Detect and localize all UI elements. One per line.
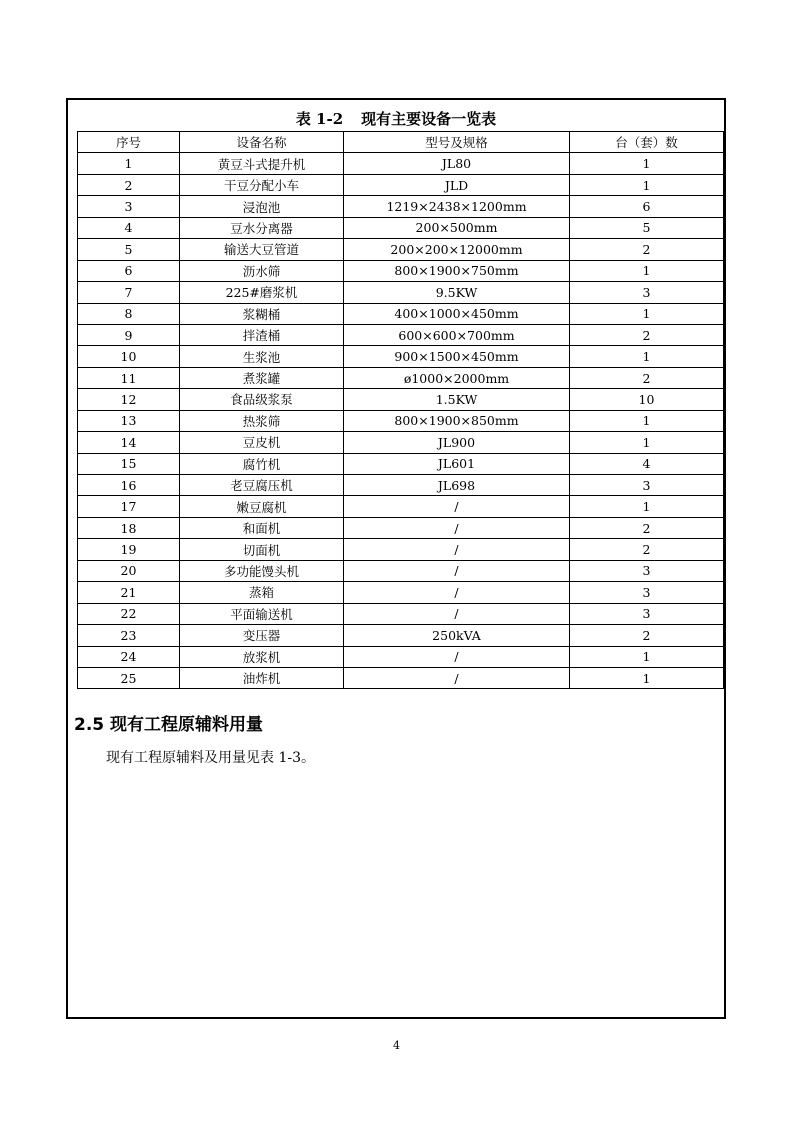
cell-model-spec: 900×1500×450mm: [344, 346, 570, 367]
cell-seq: 6: [78, 260, 180, 281]
cell-seq: 15: [78, 453, 180, 474]
cell-model-spec: 250kVA: [344, 625, 570, 646]
table-row: [78, 517, 724, 538]
cell-model-spec: /: [344, 603, 570, 624]
cell-seq: 4: [78, 217, 180, 238]
cell-seq: 20: [78, 560, 180, 581]
table-row: [78, 539, 724, 560]
table-row: [78, 410, 724, 431]
cell-model-spec: 200×200×12000mm: [344, 239, 570, 260]
cell-model-spec: 400×1000×450mm: [344, 303, 570, 324]
table-row: [78, 324, 724, 345]
table-row: [78, 239, 724, 260]
cell-equipment-name: 切面机: [180, 539, 344, 560]
cell-equipment-name: 225#磨浆机: [180, 282, 344, 303]
cell-model-spec: ø1000×2000mm: [344, 367, 570, 388]
cell-equipment-name: 油炸机: [180, 667, 344, 688]
equipment-table: [77, 131, 724, 689]
table-row: [78, 282, 724, 303]
table-header-row: [78, 132, 724, 153]
cell-equipment-name: 放浆机: [180, 646, 344, 667]
cell-seq: 21: [78, 582, 180, 603]
header-quantity: 台（套）数: [570, 132, 724, 153]
cell-model-spec: JLD: [344, 174, 570, 195]
table-row: [78, 667, 724, 688]
cell-quantity: 2: [570, 367, 724, 388]
cell-equipment-name: 豆皮机: [180, 432, 344, 453]
cell-equipment-name: 蒸箱: [180, 582, 344, 603]
table-row: [78, 453, 724, 474]
cell-seq: 5: [78, 239, 180, 260]
cell-quantity: 4: [570, 453, 724, 474]
cell-seq: 12: [78, 389, 180, 410]
table-title-number: 表 1-2: [295, 110, 344, 128]
cell-quantity: 1: [570, 646, 724, 667]
header-equipment-name: 设备名称: [180, 132, 344, 153]
cell-quantity: 2: [570, 239, 724, 260]
table-row: [78, 646, 724, 667]
cell-quantity: 1: [570, 496, 724, 517]
table-row: [78, 432, 724, 453]
cell-model-spec: 1219×2438×1200mm: [344, 196, 570, 217]
cell-model-spec: JL80: [344, 153, 570, 174]
cell-quantity: 1: [570, 260, 724, 281]
section-body-text: 现有工程原辅料及用量见表 1-3。: [106, 750, 315, 766]
section-heading: 2.5 现有工程原辅料用量: [74, 715, 264, 735]
cell-equipment-name: 干豆分配小车: [180, 174, 344, 195]
cell-quantity: 3: [570, 475, 724, 496]
cell-equipment-name: 变压器: [180, 625, 344, 646]
cell-quantity: 2: [570, 539, 724, 560]
cell-seq: 19: [78, 539, 180, 560]
cell-model-spec: JL698: [344, 475, 570, 496]
cell-quantity: 2: [570, 625, 724, 646]
equipment-table-body: [78, 153, 724, 689]
cell-seq: 11: [78, 367, 180, 388]
table-row: [78, 217, 724, 238]
cell-model-spec: 600×600×700mm: [344, 324, 570, 345]
cell-seq: 7: [78, 282, 180, 303]
cell-model-spec: /: [344, 560, 570, 581]
cell-equipment-name: 黄豆斗式提升机: [180, 153, 344, 174]
table-row: [78, 260, 724, 281]
cell-seq: 10: [78, 346, 180, 367]
cell-model-spec: /: [344, 582, 570, 603]
cell-equipment-name: 多功能馒头机: [180, 560, 344, 581]
cell-model-spec: 9.5KW: [344, 282, 570, 303]
cell-quantity: 1: [570, 667, 724, 688]
cell-equipment-name: 平面输送机: [180, 603, 344, 624]
table-row: [78, 174, 724, 195]
cell-equipment-name: 输送大豆管道: [180, 239, 344, 260]
cell-quantity: 1: [570, 174, 724, 195]
cell-quantity: 5: [570, 217, 724, 238]
header-seq: 序号: [78, 132, 180, 153]
cell-model-spec: JL601: [344, 453, 570, 474]
cell-model-spec: 1.5KW: [344, 389, 570, 410]
cell-equipment-name: 煮浆罐: [180, 367, 344, 388]
cell-seq: 13: [78, 410, 180, 431]
cell-quantity: 1: [570, 346, 724, 367]
cell-model-spec: 200×500mm: [344, 217, 570, 238]
table-row: [78, 389, 724, 410]
table-row: [78, 496, 724, 517]
cell-equipment-name: 腐竹机: [180, 453, 344, 474]
cell-quantity: 1: [570, 410, 724, 431]
cell-seq: 16: [78, 475, 180, 496]
cell-equipment-name: 豆水分离器: [180, 217, 344, 238]
table-row: [78, 153, 724, 174]
cell-model-spec: /: [344, 517, 570, 538]
cell-seq: 17: [78, 496, 180, 517]
table-row: [78, 603, 724, 624]
cell-equipment-name: 嫩豆腐机: [180, 496, 344, 517]
cell-quantity: 2: [570, 517, 724, 538]
cell-quantity: 6: [570, 196, 724, 217]
cell-model-spec: /: [344, 496, 570, 517]
cell-quantity: 3: [570, 603, 724, 624]
table-row: [78, 560, 724, 581]
cell-quantity: 3: [570, 282, 724, 303]
cell-seq: 24: [78, 646, 180, 667]
cell-model-spec: 800×1900×750mm: [344, 260, 570, 281]
cell-model-spec: /: [344, 646, 570, 667]
cell-seq: 25: [78, 667, 180, 688]
cell-seq: 9: [78, 324, 180, 345]
cell-quantity: 1: [570, 432, 724, 453]
table-row: [78, 582, 724, 603]
cell-quantity: 2: [570, 324, 724, 345]
cell-equipment-name: 拌渣桶: [180, 324, 344, 345]
cell-equipment-name: 热浆筛: [180, 410, 344, 431]
cell-seq: 8: [78, 303, 180, 324]
cell-model-spec: 800×1900×850mm: [344, 410, 570, 431]
cell-seq: 1: [78, 153, 180, 174]
table-row: [78, 196, 724, 217]
cell-equipment-name: 食品级浆泵: [180, 389, 344, 410]
cell-equipment-name: 浸泡池: [180, 196, 344, 217]
cell-equipment-name: 和面机: [180, 517, 344, 538]
table-row: [78, 303, 724, 324]
cell-equipment-name: 沥水筛: [180, 260, 344, 281]
cell-model-spec: /: [344, 667, 570, 688]
cell-quantity: 1: [570, 303, 724, 324]
header-model-spec: 型号及规格: [344, 132, 570, 153]
cell-seq: 2: [78, 174, 180, 195]
cell-quantity: 3: [570, 560, 724, 581]
cell-seq: 23: [78, 625, 180, 646]
table-row: [78, 367, 724, 388]
cell-seq: 3: [78, 196, 180, 217]
cell-seq: 22: [78, 603, 180, 624]
table-title: [68, 108, 724, 129]
content-frame: [66, 98, 726, 1019]
table-row: [78, 625, 724, 646]
cell-equipment-name: 生浆池: [180, 346, 344, 367]
cell-model-spec: /: [344, 539, 570, 560]
page-number: 4: [393, 1039, 400, 1052]
cell-seq: 18: [78, 517, 180, 538]
cell-model-spec: JL900: [344, 432, 570, 453]
cell-equipment-name: 浆糊桶: [180, 303, 344, 324]
cell-seq: 14: [78, 432, 180, 453]
cell-quantity: 3: [570, 582, 724, 603]
table-row: [78, 346, 724, 367]
table-title-text: 现有主要设备一览表: [361, 110, 497, 128]
cell-quantity: 1: [570, 153, 724, 174]
cell-quantity: 10: [570, 389, 724, 410]
cell-equipment-name: 老豆腐压机: [180, 475, 344, 496]
table-row: [78, 475, 724, 496]
